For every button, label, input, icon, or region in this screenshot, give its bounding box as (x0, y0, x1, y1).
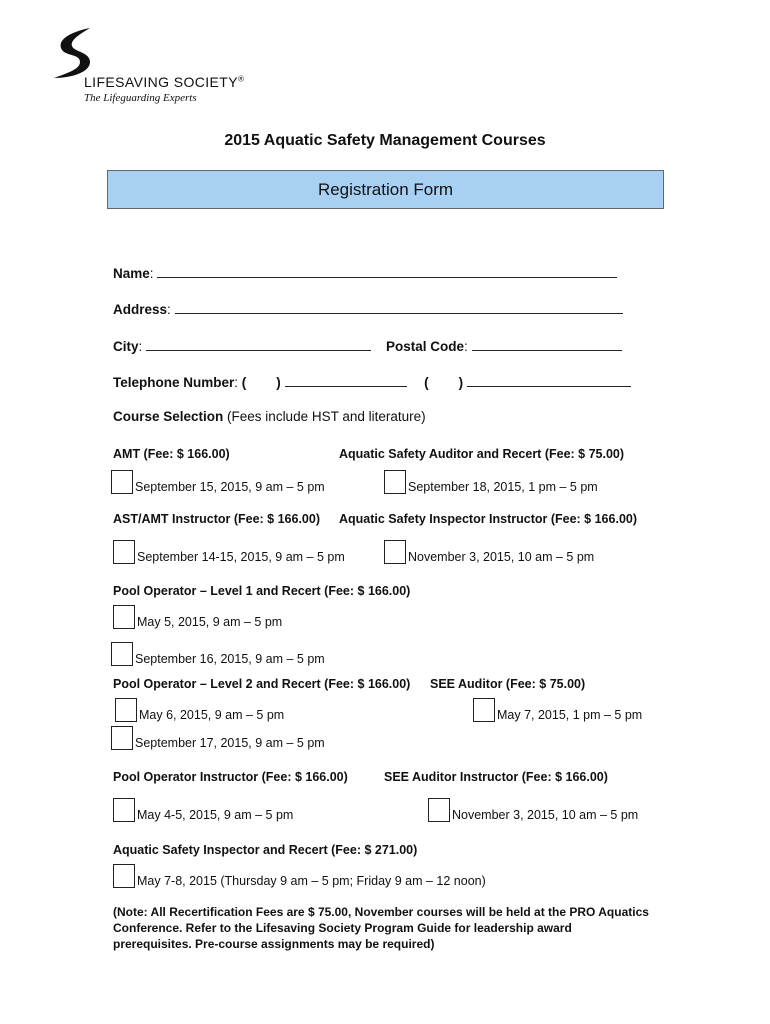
course-po1-label: Pool Operator – Level 1 and Recert (Fee: $ 166.00) (113, 584, 411, 598)
course-po2-option-1[interactable]: May 6, 2015, 9 am – 5 pm (115, 698, 284, 722)
course-po-instructor-label: Pool Operator Instructor (Fee: $ 166.00) (113, 770, 348, 784)
course-see-label: SEE Auditor (Fee: $ 75.00) (430, 677, 586, 691)
course-po2-label: Pool Operator – Level 2 and Recert (Fee: $ 166.00) (113, 677, 411, 691)
telephone-input-line-2[interactable] (467, 374, 631, 387)
form-title-banner (107, 170, 664, 209)
checkbox[interactable] (115, 698, 137, 722)
postal-code-field[interactable]: Postal Code: (386, 338, 622, 354)
course-asi-label: Aquatic Safety Inspector and Recert (Fee: $ 271.00) (113, 843, 418, 857)
course-po2-option-2[interactable]: September 17, 2015, 9 am – 5 pm (111, 726, 325, 750)
course-see-instructor-option[interactable]: November 3, 2015, 10 am – 5 pm (428, 798, 638, 822)
checkbox[interactable] (113, 864, 135, 888)
org-tagline: The Lifeguarding Experts (84, 92, 197, 104)
course-po-instructor-option[interactable]: May 4-5, 2015, 9 am – 5 pm (113, 798, 293, 822)
course-po1-option-2[interactable]: September 16, 2015, 9 am – 5 pm (111, 642, 325, 666)
postal-code-input-line[interactable] (472, 338, 622, 351)
name-field[interactable]: Name: (113, 265, 617, 281)
page-title: 2015 Aquatic Safety Management Courses (224, 132, 546, 149)
address-field[interactable]: Address: (113, 301, 623, 317)
course-selection-heading: Course Selection (Fees include HST and literature) (113, 409, 426, 424)
checkbox[interactable] (384, 540, 406, 564)
course-see-option[interactable]: May 7, 2015, 1 pm – 5 pm (473, 698, 642, 722)
checkbox[interactable] (113, 798, 135, 822)
course-ast-amt-option[interactable]: September 14-15, 2015, 9 am – 5 pm (113, 540, 345, 564)
city-field[interactable]: City: (113, 338, 371, 354)
course-asi-instructor-option[interactable]: November 3, 2015, 10 am – 5 pm (384, 540, 594, 564)
city-input-line[interactable] (146, 338, 371, 351)
checkbox[interactable] (113, 540, 135, 564)
checkbox[interactable] (384, 470, 406, 494)
course-asa-label: Aquatic Safety Auditor and Recert (Fee: $ 75.00) (339, 447, 625, 461)
course-asi-option[interactable]: May 7-8, 2015 (Thursday 9 am – 5 pm; Friday 9 am – 12 noon) (113, 864, 486, 888)
address-input-line[interactable] (175, 301, 623, 314)
form-title: Registration Form (317, 179, 454, 199)
checkbox[interactable] (113, 605, 135, 629)
telephone-input-line-1[interactable] (285, 374, 407, 387)
checkbox[interactable] (111, 642, 133, 666)
course-asa-option[interactable]: September 18, 2015, 1 pm – 5 pm (384, 470, 598, 494)
checkbox[interactable] (473, 698, 495, 722)
org-name: LIFESAVING SOCIETY® (84, 74, 245, 90)
course-see-instructor-label: SEE Auditor Instructor (Fee: $ 166.00) (384, 770, 608, 784)
course-ast-amt-label: AST/AMT Instructor (Fee: $ 166.00) (113, 512, 320, 526)
course-amt-option[interactable]: September 15, 2015, 9 am – 5 pm (111, 470, 325, 494)
checkbox[interactable] (111, 726, 133, 750)
footnote: (Note: All Recertification Fees are $ 75.00, November courses will be held at the PRO Aquatics Conference. Refer to the Lifesaving Society Program Guide for leadership award prerequisites. Pre-course assignments may be required) (113, 905, 649, 951)
course-asi-instructor-label: Aquatic Safety Inspector Instructor (Fee: $ 166.00) (339, 512, 638, 526)
telephone-field[interactable]: Telephone Number: ( ) ( ) (113, 374, 631, 390)
course-amt-label: AMT (Fee: $ 166.00) (113, 447, 230, 461)
checkbox[interactable] (111, 470, 133, 494)
checkbox[interactable] (428, 798, 450, 822)
name-input-line[interactable] (157, 265, 617, 278)
course-po1-option-1[interactable]: May 5, 2015, 9 am – 5 pm (113, 605, 282, 629)
